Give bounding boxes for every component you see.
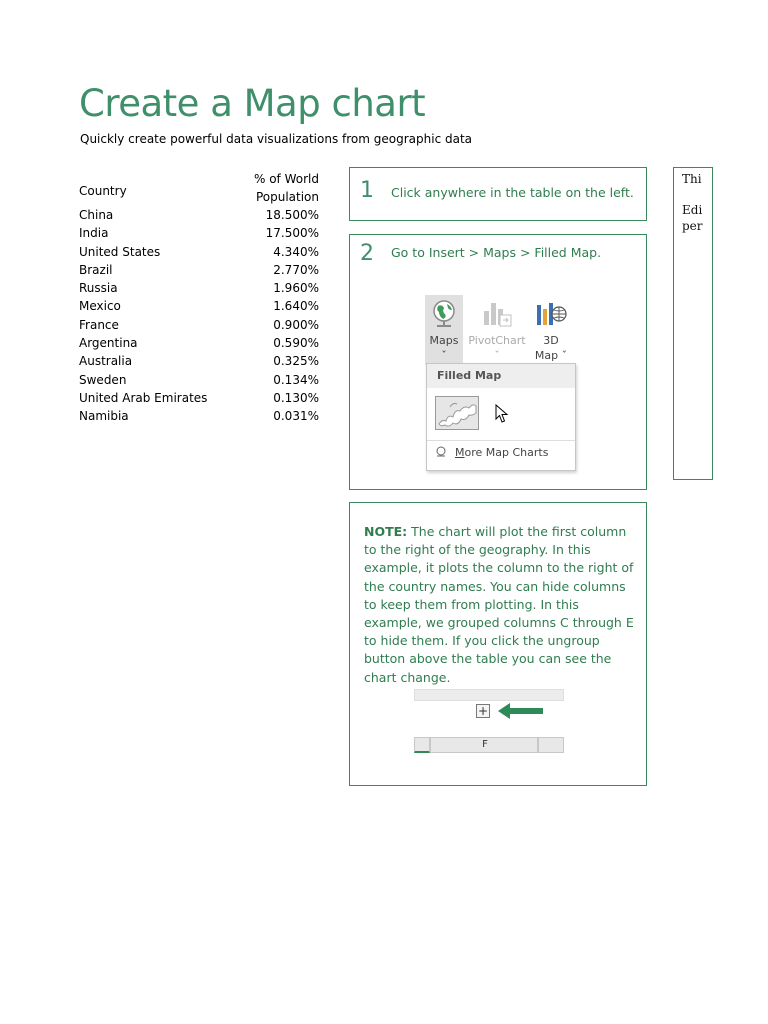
side-panel (673, 167, 713, 480)
3d-map-label-line1: 3D (543, 334, 559, 347)
table-row[interactable] (79, 243, 321, 261)
cell-country[interactable]: Australia (79, 354, 133, 369)
ungroup-plus-button[interactable]: + (477, 704, 489, 718)
table-row[interactable] (79, 371, 321, 389)
table-row[interactable] (79, 206, 321, 224)
filled-map-header: Filled Map (427, 364, 575, 388)
header-pct-line2: Population (255, 190, 319, 204)
note-box (349, 502, 647, 786)
mouse-pointer-icon (495, 404, 509, 424)
cell-pct[interactable]: 2.770% (273, 262, 319, 277)
more-map-charts-item[interactable] (435, 446, 548, 459)
cell-pct[interactable]: 0.031% (273, 409, 319, 424)
group-bar (414, 689, 564, 701)
table-header-row (79, 170, 321, 206)
table-row[interactable] (79, 261, 321, 279)
cell-pct[interactable]: 17.500% (265, 226, 319, 241)
population-table[interactable] (79, 170, 321, 426)
small-globe-icon (435, 446, 447, 459)
cell-pct[interactable]: 0.900% (273, 317, 319, 332)
maps-label-group (425, 333, 463, 363)
maps-button[interactable] (425, 295, 463, 365)
note-text (364, 523, 634, 687)
page-subtitle: Quickly create powerful data visualizations from geographic data (80, 132, 473, 146)
3d-map-label-group (530, 333, 572, 363)
table-row[interactable] (79, 334, 321, 352)
cell-pct[interactable]: 0.590% (273, 336, 319, 351)
pivotchart-icon (481, 299, 513, 329)
column-header-right (538, 737, 564, 753)
note-label: NOTE: (364, 524, 408, 539)
dropdown-separator (427, 440, 575, 441)
cell-country[interactable]: Sweden (79, 372, 127, 387)
pivotchart-label-group (466, 333, 528, 363)
cell-country[interactable]: Brazil (79, 262, 113, 277)
table-row[interactable] (79, 407, 321, 425)
step1-box (349, 167, 647, 221)
table-row[interactable] (79, 389, 321, 407)
3d-map-button[interactable] (530, 295, 572, 365)
maps-label: Maps (429, 334, 459, 347)
3d-map-icon (535, 299, 567, 329)
column-header-strip (414, 737, 564, 753)
table-row[interactable] (79, 316, 321, 334)
maps-dropdown-menu (426, 363, 576, 471)
table-row[interactable] (79, 352, 321, 370)
header-country[interactable]: Country (79, 184, 127, 198)
cell-pct[interactable]: 1.640% (273, 299, 319, 314)
header-pct-line1: % of World (254, 172, 319, 186)
side-panel-line1: Thi (682, 172, 702, 186)
cell-country[interactable]: United States (79, 244, 161, 259)
cell-country[interactable]: Mexico (79, 299, 121, 314)
step2-number: 2 (360, 241, 374, 266)
cell-country[interactable]: Argentina (79, 336, 138, 351)
filled-map-icon (436, 397, 478, 429)
note-body: The chart will plot the first column to the right of the geography. In this example, it plots the column to the right of the country names. You can hide columns to keep them from plotting. In this example, we grouped columns C through E to hide them. If you click the ungroup button above the table you can see the chart change. (364, 524, 634, 685)
cell-country[interactable]: France (79, 317, 119, 332)
cell-pct[interactable]: 1.960% (273, 281, 319, 296)
ungroup-illustration (414, 689, 564, 759)
column-f-label: F (482, 739, 488, 750)
globe-icon (431, 299, 457, 329)
step1-text: Click anywhere in the table on the left. (391, 185, 634, 200)
cell-pct[interactable]: 4.340% (273, 244, 319, 259)
step2-text: Go to Insert > Maps > Filled Map. (391, 245, 602, 260)
pivotchart-dropdown-arrow: ˇ (494, 349, 500, 362)
more-map-charts-accesskey: M (455, 446, 465, 459)
side-panel-line2: Edi (682, 203, 703, 217)
step1-number: 1 (360, 178, 374, 203)
table-row[interactable] (79, 297, 321, 315)
cell-country[interactable]: China (79, 208, 114, 222)
cell-pct[interactable]: 18.500% (265, 208, 319, 222)
cell-country[interactable]: Namibia (79, 409, 129, 424)
header-pct-population[interactable] (238, 170, 321, 206)
cell-country[interactable]: United Arab Emirates (79, 390, 208, 405)
column-header-left (414, 737, 430, 753)
maps-dropdown-arrow: ˇ (441, 349, 447, 362)
cell-country[interactable]: India (79, 226, 109, 241)
arrow-left-icon (496, 701, 546, 721)
pivotchart-label: PivotChart (468, 334, 526, 347)
step2-box (349, 234, 647, 490)
cell-country[interactable]: Russia (79, 281, 118, 296)
insert-ribbon (422, 295, 574, 469)
cell-pct[interactable]: 0.130% (273, 390, 319, 405)
more-map-charts-label: ore Map Charts (464, 446, 549, 459)
filled-map-option[interactable] (435, 396, 479, 430)
pivotchart-button[interactable] (466, 295, 528, 365)
page-title: Create a Map chart (79, 82, 426, 125)
table-row[interactable] (79, 279, 321, 297)
3d-map-dropdown-arrow: ˇ (561, 349, 568, 362)
3d-map-label-line2: Map (534, 349, 559, 362)
side-panel-line3: per (682, 219, 703, 233)
cell-pct[interactable]: 0.134% (273, 372, 319, 387)
table-row[interactable] (79, 224, 321, 242)
cell-pct[interactable]: 0.325% (273, 354, 319, 369)
